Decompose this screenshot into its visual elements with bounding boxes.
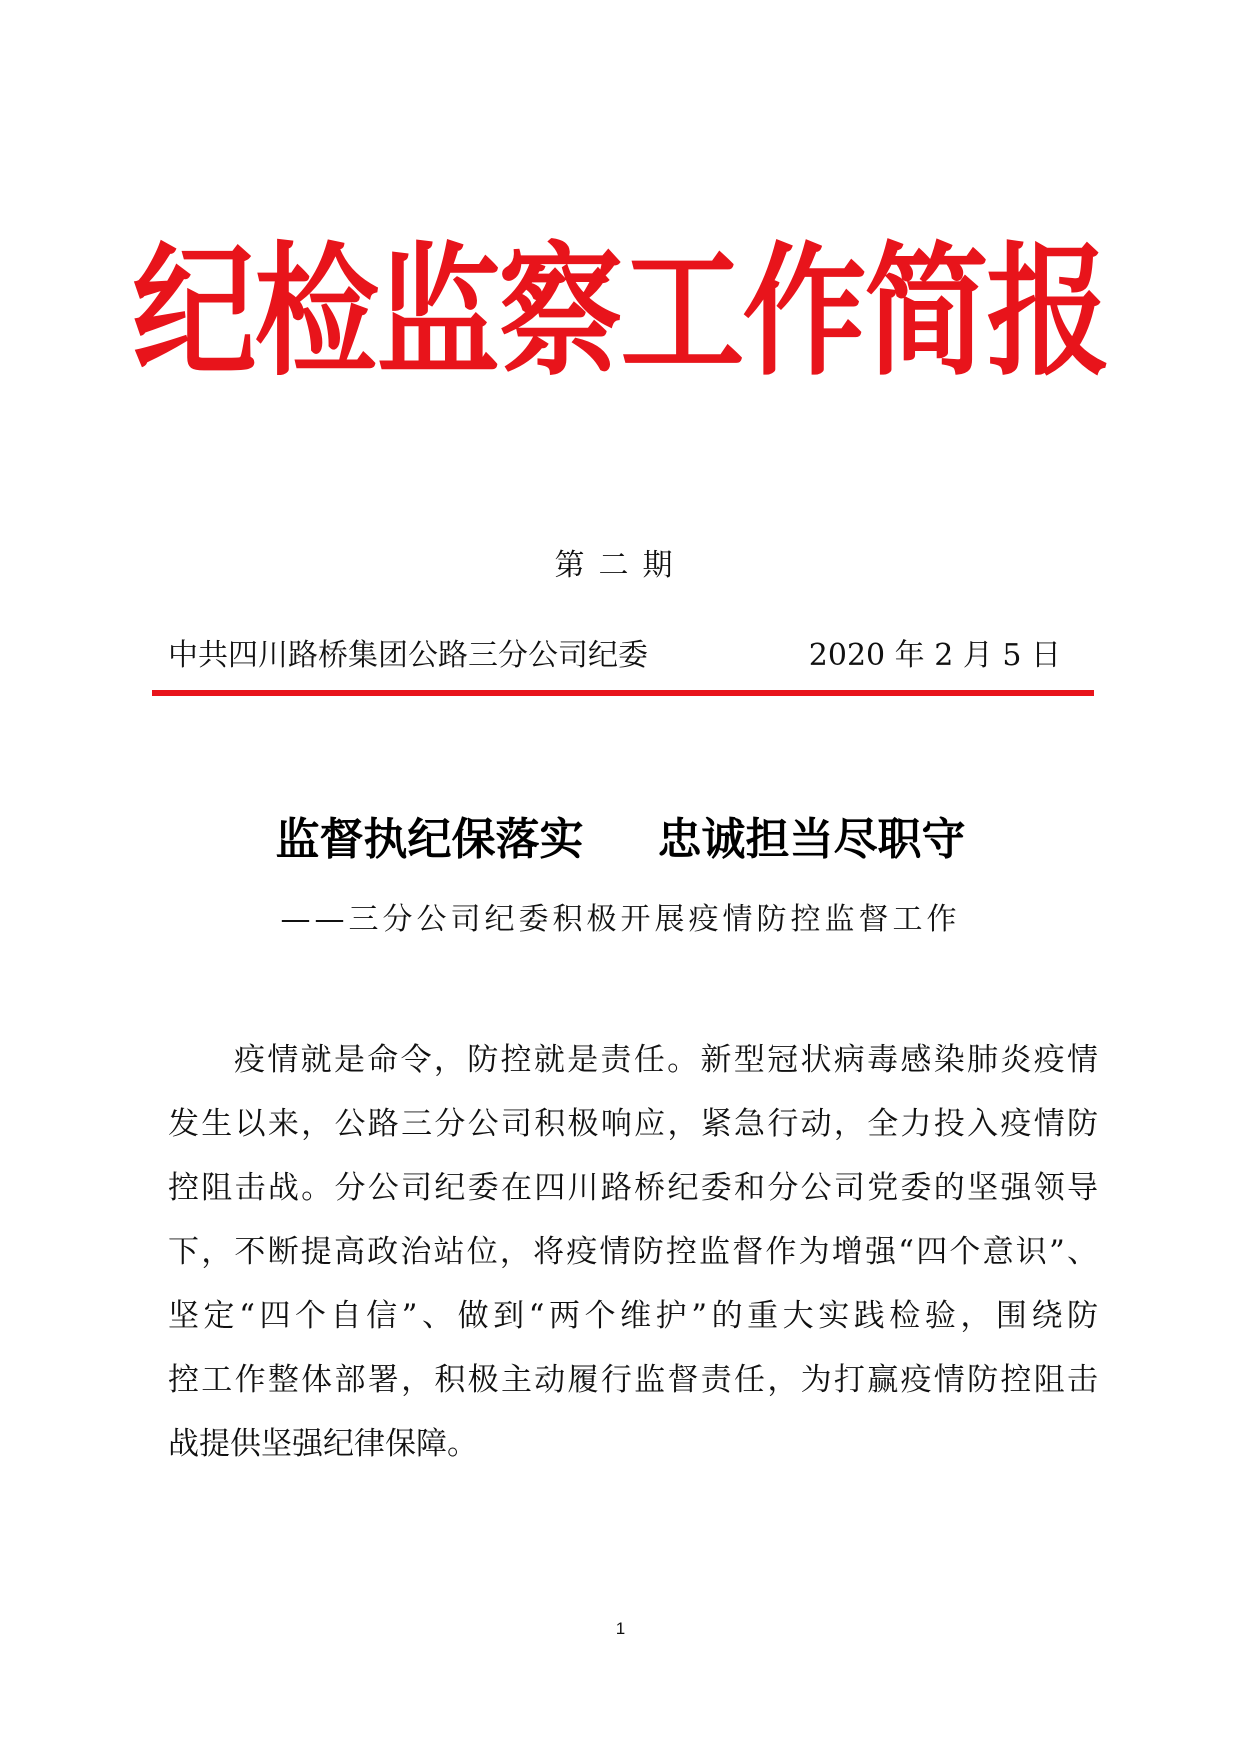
red-divider-rule — [152, 690, 1094, 696]
article-subtitle: ——三分公司纪委积极开展疫情防控监督工作 — [280, 902, 961, 937]
article-title-part-2: 忠诚担当尽职守 — [657, 814, 966, 865]
body-line: 控工作整体部署，积极主动履行监督责任，为打赢疫情防控阻击 — [168, 1362, 1098, 1398]
article-body-paragraph — [168, 1028, 1098, 1476]
body-line: 发生以来，公路三分公司积极响应，紧急行动，全力投入疫情防 — [168, 1106, 1098, 1142]
body-line: 下，不断提高政治站位，将疫情防控监督作为增强“四个意识”、 — [168, 1234, 1098, 1270]
body-line: 控阻击战。分公司纪委在四川路桥纪委和分公司党委的坚强领导 — [168, 1170, 1098, 1206]
article-title-part-1: 监督执纪保落实 — [275, 814, 584, 865]
issue-date: 2020 年 2 月 5 日 — [808, 638, 1061, 673]
masthead-title: 纪检监察工作简报 — [132, 230, 1109, 396]
page-number: 1 — [615, 1619, 626, 1638]
body-line: 战提供坚强纪律保障。 — [168, 1426, 478, 1462]
article-title — [0, 812, 1241, 868]
issuing-organization: 中共四川路桥集团公路三分公司纪委 — [168, 638, 648, 673]
body-line: 疫情就是命令，防控就是责任。新型冠状病毒感染肺炎疫情 — [234, 1042, 1098, 1078]
body-line: 坚定“四个自信”、做到“两个维护”的重大实践检验，围绕防 — [168, 1298, 1098, 1334]
issue-number: 第二期 — [554, 548, 687, 583]
